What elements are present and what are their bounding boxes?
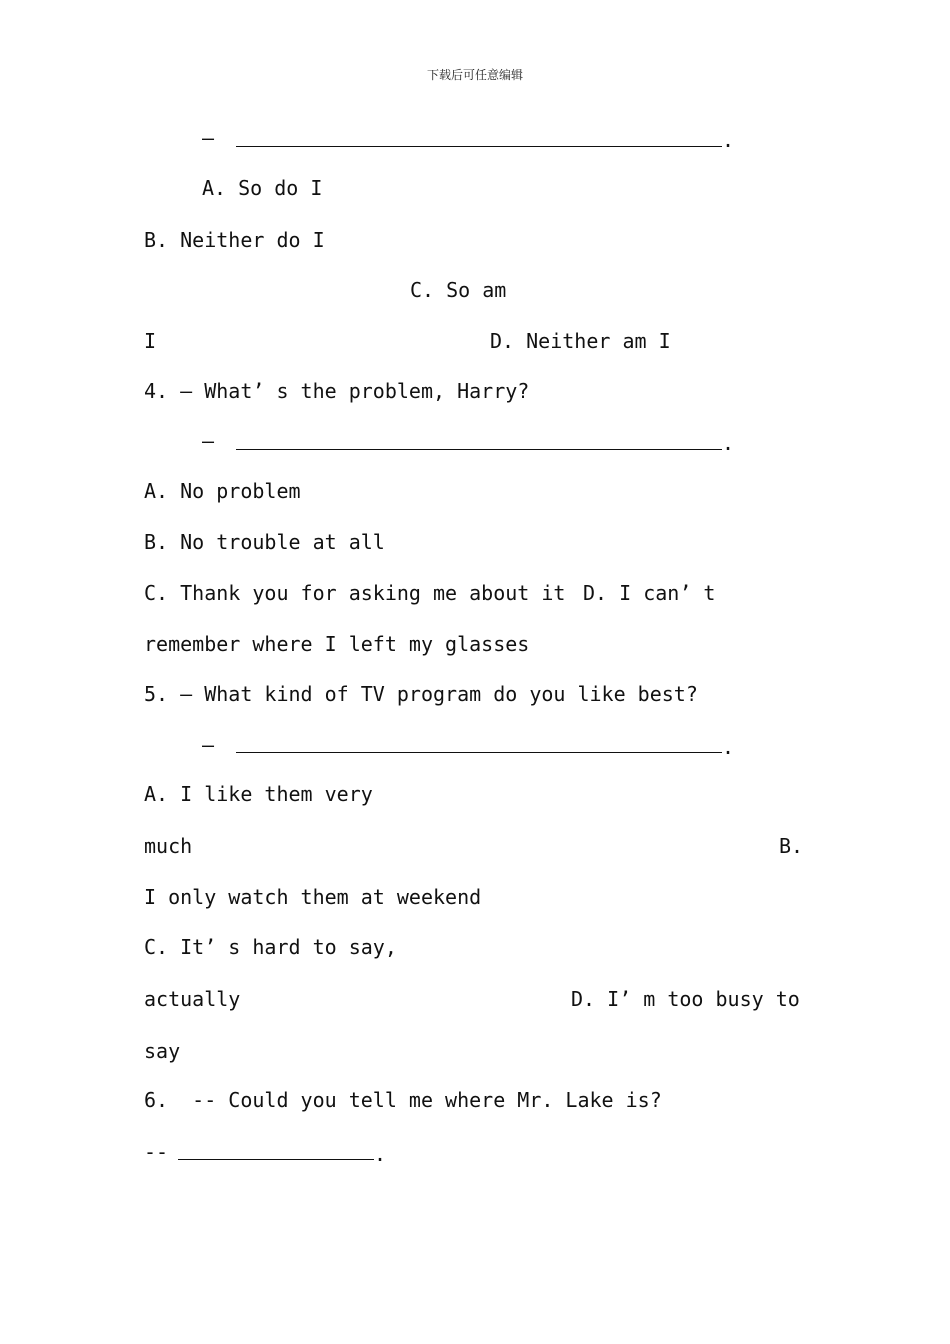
q3-option-b: B. Neither do I [144, 228, 325, 252]
q5-option-a: A. I like them very [144, 782, 373, 806]
q4-option-c: C. Thank you for asking me about it [144, 581, 566, 605]
q4-answer-blank[interactable] [236, 449, 722, 450]
q3-answer-period: . [722, 128, 735, 152]
q6-answer-blank[interactable] [178, 1159, 374, 1160]
q5-option-b-label: B. [779, 834, 804, 858]
q5-question: 5. — What kind of TV program do you like best? [144, 682, 698, 706]
q3-answer-dash: — [202, 126, 215, 150]
q3-answer-blank[interactable] [236, 146, 722, 147]
q4-option-b: B. No trouble at all [144, 530, 385, 554]
q4-option-d: D. I can’ t [583, 581, 716, 605]
q3-option-c-continued: I [144, 329, 157, 353]
q4-answer-dash: — [202, 429, 215, 453]
q5-answer-blank[interactable] [236, 752, 722, 753]
q5-option-a-continued: much [144, 834, 193, 858]
q6-question: 6. -- Could you tell me where Mr. Lake is? [144, 1088, 662, 1112]
q4-option-d-continued: remember where I left my glasses [144, 632, 530, 656]
q5-option-d-continued: say [144, 1039, 181, 1063]
q5-option-c: C. It’ s hard to say, [144, 935, 397, 959]
q4-option-a: A. No problem [144, 479, 301, 503]
q4-answer-period: . [722, 431, 735, 455]
q3-option-d: D. Neither am I [490, 329, 671, 353]
q6-answer-period: . [374, 1142, 387, 1166]
q5-answer-period: . [722, 735, 735, 759]
q5-option-b-continued: I only watch them at weekend [144, 885, 482, 909]
q3-option-a: A. So do I [202, 176, 323, 200]
q5-answer-dash: — [202, 733, 215, 757]
q4-question: 4. — What’ s the problem, Harry? [144, 379, 530, 403]
q6-answer-dash: -- [144, 1140, 169, 1164]
q5-option-d: D. I’ m too busy to [571, 987, 800, 1011]
q3-option-c: C. So am [410, 278, 507, 302]
q5-option-c-continued: actually [144, 987, 241, 1011]
page-header: 下载后可任意编辑 [426, 68, 523, 82]
